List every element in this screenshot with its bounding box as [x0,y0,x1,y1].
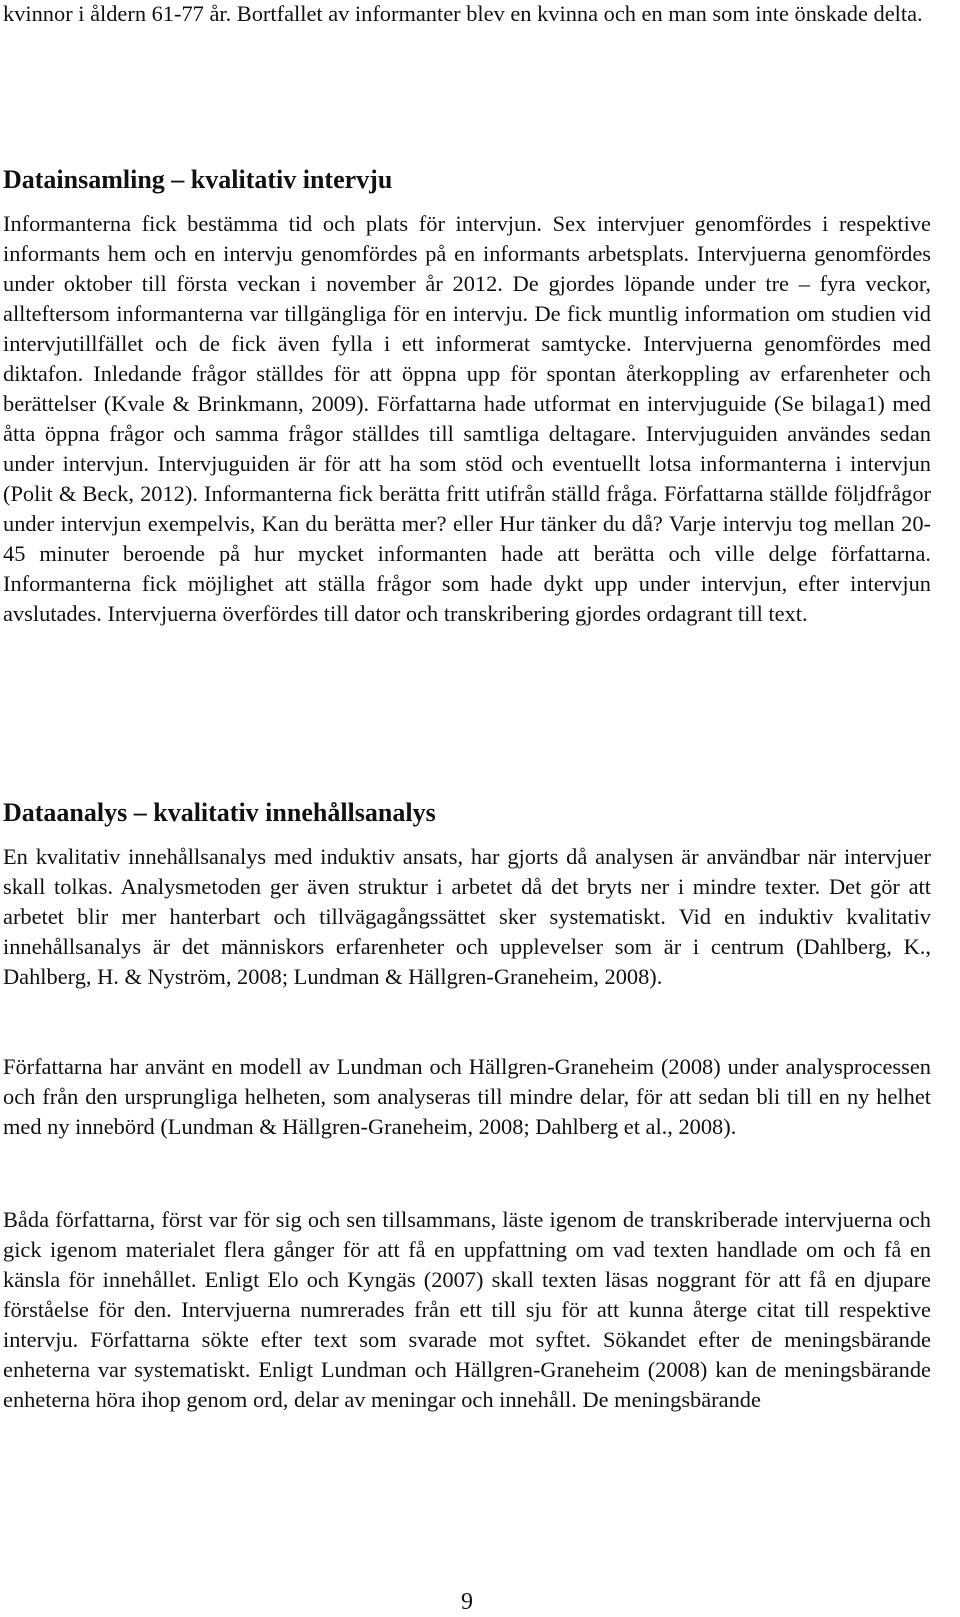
section-heading-datainsamling: Datainsamling – kvalitativ intervju [3,165,393,194]
section-heading-dataanalys: Dataanalys – kvalitativ innehållsanalys [3,798,436,827]
datainsamling-paragraph: Informanterna fick bestämma tid och plats för intervjun. Sex intervjuer genomfördes i respektive informants hem och en intervju genomfördes på en informants arbetsplats. Intervjuerna genomfördes under oktober till första veckan i november år 2012. De gjordes löpande under tre – fyra veckor, allteftersom informanterna var tillgängliga för en intervju. De fick muntlig information om studien vid intervjutillfället och de fick även fylla i ett informerat samtycke. Intervjuerna genomfördes med diktafon. Inledande frågor ställdes för att öppna upp för spontan återkoppling av erfarenheter och berättelser (Kvale & Brinkmann, 2009). Författarna hade utformat en intervjuguide (Se bilaga1) med åtta öppna frågor och samma frågor ställdes till samtliga deltagare. Intervjuguiden användes sedan under intervjun. Intervjuguiden är för att ha som stöd och eventuellt lotsa informanterna i intervjun (Polit & Beck, 2012). Informanterna fick berätta fritt utifrån ställd fråga. Författarna ställde följdfrågor under intervjun exempelvis, Kan du berätta mer? eller Hur tänker du då? Varje intervju tog mellan 20-45 minuter beroende på hur mycket informanten hade att berätta och ville delge författarna. Informanterna fick möjlighet att ställa frågor som hade dykt upp under intervjun, efter intervjun avslutades. Intervjuerna överfördes till dator och transkribering gjordes ordagrant till text. [3,211,931,626]
page-number: 9 [461,1589,473,1615]
dataanalys-paragraph-1: En kvalitativ innehållsanalys med induktiv ansats, har gjorts då analysen är användbar när intervjuer skall tolkas. Analysmetoden ger även struktur i arbetet då det bryts ner i mindre texter. Det gör att arbetet blir mer hanterbart och tillvägagångssättet sker systematiskt. Vid en induktiv kvalitativ innehållsanalys är det människors erfarenheter och upplevelser som är i centrum (Dahlberg, K., Dahlberg, H. & Nyström, 2008; Lundman & Hällgren-Graneheim, 2008). [3,844,931,989]
intro-paragraph: kvinnor i åldern 61-77 år. Bortfallet av informanter blev en kvinna och en man som inte önskade delta. [3,1,923,26]
dataanalys-paragraph-2: Författarna har använt en modell av Lundman och Hällgren-Graneheim (2008) under analysprocessen och från den ursprungliga helheten, som analyseras till mindre delar, för att sedan bli till en ny helhet med ny innebörd (Lundman & Hällgren-Graneheim, 2008; Dahlberg et al., 2008). [3,1054,931,1139]
dataanalys-paragraph-3: Båda författarna, först var för sig och sen tillsammans, läste igenom de transkriberade intervjuerna och gick igenom materialet flera gånger för att få en uppfattning om vad texten handlade om och få en känsla för innehållet. Enligt Elo och Kyngäs (2007) skall texten läsas noggrant för att få en djupare förståelse för den. Intervjuerna numrerades från ett till sju för att kunna återge citat till respektive intervju. Författarna sökte efter text som svarade mot syftet. Sökandet efter de meningsbärande enheterna var systematiskt. Enligt Lundman och Hällgren-Graneheim (2008) kan de meningsbärande enheterna höra ihop genom ord, delar av meningar och innehåll. De meningsbärande [3,1207,931,1412]
